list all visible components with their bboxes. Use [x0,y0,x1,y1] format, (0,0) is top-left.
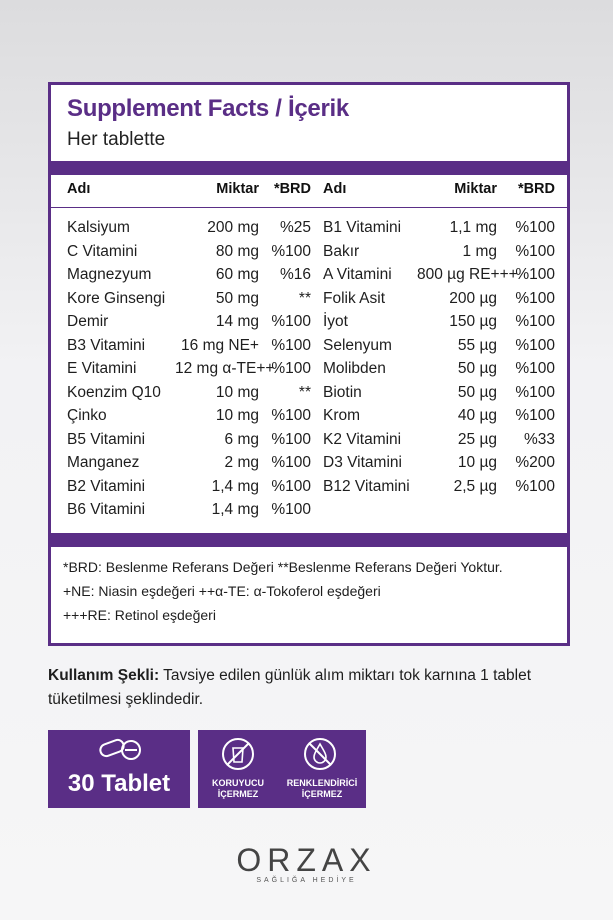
nutrient-name: Demir [67,313,109,330]
nutrient-name: K2 Vitamini [323,430,402,448]
table-row [51,454,571,476]
nutrient-amount: 2,5 µg [453,477,497,495]
colorant-label-line2: İÇERMEZ [301,789,343,799]
brand-tagline: SAĞLIĞA HEDİYE [256,877,357,884]
table-row [51,337,571,359]
table-row [51,290,571,312]
nutrient-name: A Vitamini [323,266,392,283]
nutrient-name: Koenzim Q10 [67,383,161,401]
table-row [51,243,571,265]
nutrient-name: B6 Vitamini [67,501,146,518]
nutrient-amount: 50 mg [215,289,259,307]
nutrient-name: Biotin [323,383,362,401]
footnote-re: +++RE: Retinol eşdeğeri [63,607,216,623]
nutrient-amount: 200 mg [207,219,259,236]
nutrient-name: B5 Vitamini [67,430,146,448]
nutrient-amount: 150 µg [449,313,497,330]
preservative-label-line2: İÇERMEZ [217,789,259,799]
nutrient-amount: 60 mg [215,266,259,283]
nutrient-brd: %100 [271,477,311,495]
nutrient-brd: %100 [515,313,555,330]
nutrient-amount: 25 µg [457,430,497,448]
nutrient-name: Krom [323,407,361,424]
nutrient-name: Kalsiyum [67,219,130,236]
nutrient-brd: %100 [271,242,311,260]
nutrient-name: Selenyum [323,336,392,354]
nutrient-amount: 1,1 mg [449,219,497,236]
nutrient-amount: 10 mg [215,407,259,424]
nutrient-name: E Vitamini [67,360,137,377]
nutrient-amount: 80 mg [215,242,259,260]
nutrient-brd: %100 [515,336,555,354]
nutrient-name: D3 Vitamini [323,454,402,471]
nutrient-name: Çinko [67,407,107,424]
footnote-divider-bar [51,533,567,547]
table-row [51,478,571,500]
tablet-count-badge [48,730,190,808]
nutrient-amount: 200 µg [449,289,497,307]
header-amount-right: Miktar [454,181,497,197]
nutrient-brd: %100 [515,407,555,424]
nutrient-name: Bakır [323,242,360,260]
header-rule [51,207,567,208]
table-row [51,407,571,429]
nutrient-name: B2 Vitamini [67,477,146,495]
table-row [51,384,571,406]
nutrient-amount: 16 mg NE+ [181,336,259,354]
nutrient-name: B3 Vitamini [67,336,146,354]
nutrient-brd: %200 [515,454,555,471]
table-row [51,266,571,288]
nutrient-brd: %100 [271,407,311,424]
panel-title: Supplement Facts / İçerik [67,95,349,122]
free-from-badge [198,730,366,808]
nutrient-name: C Vitamini [67,242,138,260]
nutrient-amount: 1,4 mg [211,501,259,518]
nutrient-brd: ** [298,289,311,307]
nutrient-amount: 12 mg α-TE++ [175,360,275,377]
no-colorant-icon [302,736,338,777]
table-row [51,431,571,453]
nutrient-brd: %100 [515,360,555,377]
nutrient-amount: 1,4 mg [211,477,259,495]
nutrient-brd: %100 [271,501,311,518]
usage-label: Kullanım Şekli: [48,667,160,684]
nutrient-amount: 1 mg [462,242,497,260]
nutrient-name: Kore Ginsengi [67,289,166,307]
nutrient-brd: %100 [271,313,311,330]
header-brd-left: *BRD [273,181,311,197]
header-name-right: Adı [323,181,347,197]
usage-text: Tavsiye edilen günlük alım miktarı tok karnına 1 tablet tüketilmesi şeklindedir. [48,667,532,708]
nutrient-brd: ** [298,383,311,401]
nutrient-amount: 2 mg [224,454,259,471]
nutrient-name: İyot [323,313,348,330]
usage-instructions [48,664,588,712]
nutrient-amount: 50 µg [457,383,497,401]
table-row [51,219,571,241]
nutrient-amount: 14 mg [215,313,259,330]
nutrient-brd: %100 [515,383,555,401]
nutrient-brd: %100 [515,242,555,260]
nutrient-brd: %33 [523,430,555,448]
nutrient-brd: %100 [271,336,311,354]
nutrient-amount: 40 µg [457,407,497,424]
nutrient-brd: %100 [515,266,555,283]
header-brd-right: *BRD [517,181,555,197]
nutrient-amount: 6 mg [224,430,259,448]
nutrient-brd: %100 [271,360,311,377]
nutrient-amount: 50 µg [457,360,497,377]
nutrient-brd: %100 [515,219,555,236]
no-preservative-icon [220,736,256,777]
nutrient-brd: %25 [279,219,311,236]
nutrient-name: Manganez [67,454,140,471]
header-divider-bar [51,161,567,175]
nutrient-name: Folik Asit [323,289,386,307]
table-row [51,501,571,523]
nutrient-brd: %100 [271,454,311,471]
nutrient-amount: 55 µg [457,336,497,354]
footnote-brd: *BRD: Beslenme Referans Değeri **Beslenme Referans Değeri Yoktur. [63,559,503,575]
nutrient-amount: 10 µg [457,454,497,471]
header-amount-left: Miktar [216,181,259,197]
nutrient-name: Magnezyum [67,266,152,283]
nutrient-amount: 10 mg [215,383,259,401]
tablet-count-label: 30 Tablet [67,770,171,797]
nutrient-brd: %100 [271,430,311,448]
brand-logo: ORZAX [236,842,377,878]
nutrient-name: B1 Vitamini [323,219,402,236]
nutrient-brd: %16 [279,266,311,283]
nutrient-name: B12 Vitamini [323,477,410,495]
nutrient-amount: 800 µg RE+++ [417,266,518,283]
panel-subtitle: Her tablette [67,129,166,150]
supplement-facts-panel [48,82,570,646]
nutrient-brd: %100 [515,477,555,495]
nutrient-name: Molibden [323,360,386,377]
table-row [51,360,571,382]
footnote-ne: +NE: Niasin eşdeğeri ++α-TE: α-Tokoferol eşdeğeri [63,583,381,599]
nutrient-brd: %100 [515,289,555,307]
header-name-left: Adı [67,181,91,197]
preservative-label-line1: KORUYUCU [211,778,264,788]
colorant-label-line1: RENKLENDİRİCİ [286,778,358,788]
pill-icon [98,736,142,769]
table-row [51,313,571,335]
